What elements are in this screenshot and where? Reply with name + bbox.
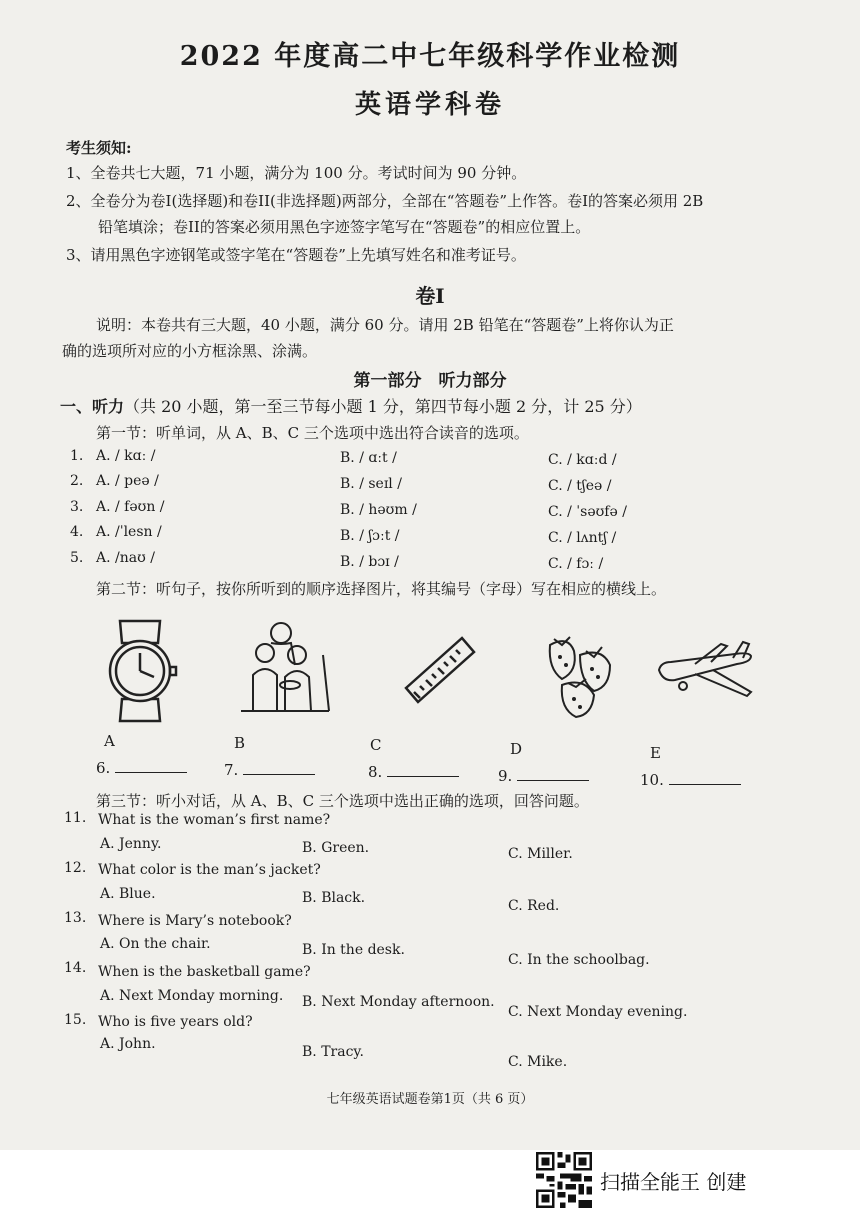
option-c: C. Mike. — [508, 1054, 568, 1070]
airplane-icon — [655, 640, 755, 700]
notice-item-3: 3、请用黑色字迹钢笔或签字笔在“答题卷”上先填写姓名和准考证号。 — [66, 246, 526, 264]
option-c: C. In the schoolbag. — [508, 952, 650, 968]
option-a: A. Jenny. — [100, 836, 162, 852]
answer-blank-10[interactable] — [640, 770, 741, 789]
section3-instruction: 第三节：听小对话，从 A、B、C 三个选项中选出正确的选项，回答问题。 — [96, 792, 589, 810]
section-one — [60, 394, 642, 417]
option-b: B. In the desk. — [302, 942, 405, 958]
option-b: B. / bɔɪ / — [340, 554, 399, 570]
strawberry-icon — [540, 625, 620, 720]
option-c: C. Red. — [508, 898, 560, 914]
blank-number: 10. — [640, 771, 664, 789]
watch-icon — [100, 615, 180, 725]
blank-number: 6. — [96, 759, 111, 777]
question-number: 13. — [64, 910, 87, 926]
question-number: 12. — [64, 860, 87, 876]
option-c: C. Next Monday evening. — [508, 1004, 688, 1020]
option-a: A. Blue. — [100, 886, 156, 902]
scanner-brand-text: 扫描全能王 创建 — [600, 1170, 747, 1194]
volume-desc-line2: 确的选项所对应的小方框涂黑、涂满。 — [62, 342, 318, 360]
question-number: 15. — [64, 1012, 87, 1028]
section1-instruction: 第一节：听单词，从 A、B、C 三个选项中选出符合读音的选项。 — [96, 424, 529, 442]
option-a: A. Next Monday morning. — [100, 988, 284, 1004]
question-number: 11. — [64, 810, 87, 826]
option-a: A. /ˈlesn / — [96, 524, 162, 540]
option-b: B. Next Monday afternoon. — [302, 994, 495, 1010]
family-icon — [235, 615, 335, 715]
question-number: 14. — [64, 960, 87, 976]
picture-label-b: B — [234, 734, 246, 752]
answer-line[interactable] — [669, 770, 741, 785]
question-text: What color is the man’s jacket? — [98, 862, 321, 878]
answer-blank-7[interactable] — [224, 760, 315, 779]
answer-blank-6[interactable] — [96, 758, 187, 777]
notice-item-2: 2、全卷分为卷I(选择题)和卷II(非选择题)两部分，全部在“答题卷”上作答。卷I的答案必须用 2B — [66, 192, 704, 210]
q-number: 3. — [70, 499, 84, 515]
q-number: 2. — [70, 473, 84, 489]
section-title: 一、听力 — [60, 397, 125, 416]
blank-number: 9. — [498, 767, 513, 785]
notice-item-2-cont: 铅笔填涂；卷II的答案必须用黑色字迹签字笔写在“答题卷”的相应位置上。 — [98, 218, 591, 236]
ruler-icon — [400, 630, 480, 710]
q-number: 1. — [70, 448, 84, 464]
part-heading: 第一部分 听力部分 — [353, 371, 507, 391]
question-text: Where is Mary’s notebook? — [98, 913, 292, 929]
volume-heading: 卷I — [415, 284, 445, 308]
q-number: 5. — [70, 550, 84, 566]
option-c: C. / ˈsəʊfə / — [548, 504, 627, 520]
exam-title: 2022 年度高二中七年级科学作业检测 — [179, 41, 681, 72]
option-b: B. / həʊm / — [340, 502, 417, 518]
blank-number: 8. — [368, 763, 383, 781]
option-b: B. / seɪl / — [340, 476, 402, 492]
answer-line[interactable] — [387, 762, 459, 777]
q-number: 4. — [70, 524, 84, 540]
option-a: A. / peə / — [96, 473, 159, 489]
answer-blank-8[interactable] — [368, 762, 459, 781]
picture-label-e: E — [650, 744, 661, 762]
option-a: A. / fəʊn / — [96, 499, 165, 515]
option-b: B. Green. — [302, 840, 370, 856]
option-b: B. Black. — [302, 890, 366, 906]
option-b: B. / ɑːt / — [340, 450, 397, 466]
blank-number: 7. — [224, 761, 239, 779]
question-text: What is the woman’s first name? — [98, 812, 331, 828]
picture-label-c: C — [370, 736, 382, 754]
picture-label-d: D — [510, 740, 523, 758]
option-c: C. / lʌntʃ / — [548, 530, 617, 546]
option-a: A. /naʊ / — [96, 550, 155, 566]
option-b: B. Tracy. — [302, 1044, 364, 1060]
notice-item-1: 1、全卷共七大题，71 小题，满分为 100 分。考试时间为 90 分钟。 — [66, 164, 527, 182]
notice-heading: 考生须知: — [66, 139, 132, 157]
option-c: C. Miller. — [508, 846, 573, 862]
option-c: C. / fɔː / — [548, 556, 604, 572]
option-b: B. / ʃɔːt / — [340, 528, 400, 544]
section-desc: （共 20 小题，第一至三节每小题 1 分，第四节每小题 2 分，计 25 分） — [124, 397, 642, 416]
qr-code-icon — [536, 1152, 592, 1208]
answer-line[interactable] — [115, 758, 187, 773]
exam-subtitle: 英语学科卷 — [354, 90, 505, 120]
question-text: Who is five years old? — [98, 1014, 253, 1030]
question-text: When is the basketball game? — [98, 964, 311, 980]
option-a: A. John. — [100, 1036, 156, 1052]
option-c: C. / tʃeə / — [548, 478, 612, 494]
volume-desc-line1: 说明：本卷共有三大题，40 小题，满分 60 分。请用 2B 铅笔在“答题卷”上将你认为正 — [96, 316, 674, 334]
option-a: A. On the chair. — [100, 936, 211, 952]
option-c: C. / kɑːd / — [548, 452, 617, 468]
answer-blank-9[interactable] — [498, 766, 589, 785]
page-footer: 七年级英语试题卷第1页（共 6 页） — [326, 1092, 534, 1107]
answer-line[interactable] — [243, 760, 315, 775]
section2-instruction: 第二节：听句子，按你所听到的顺序选择图片，将其编号（字母）写在相应的横线上。 — [96, 580, 667, 598]
option-a: A. / kɑː / — [96, 448, 156, 464]
picture-label-a: A — [104, 732, 115, 750]
answer-line[interactable] — [517, 766, 589, 781]
